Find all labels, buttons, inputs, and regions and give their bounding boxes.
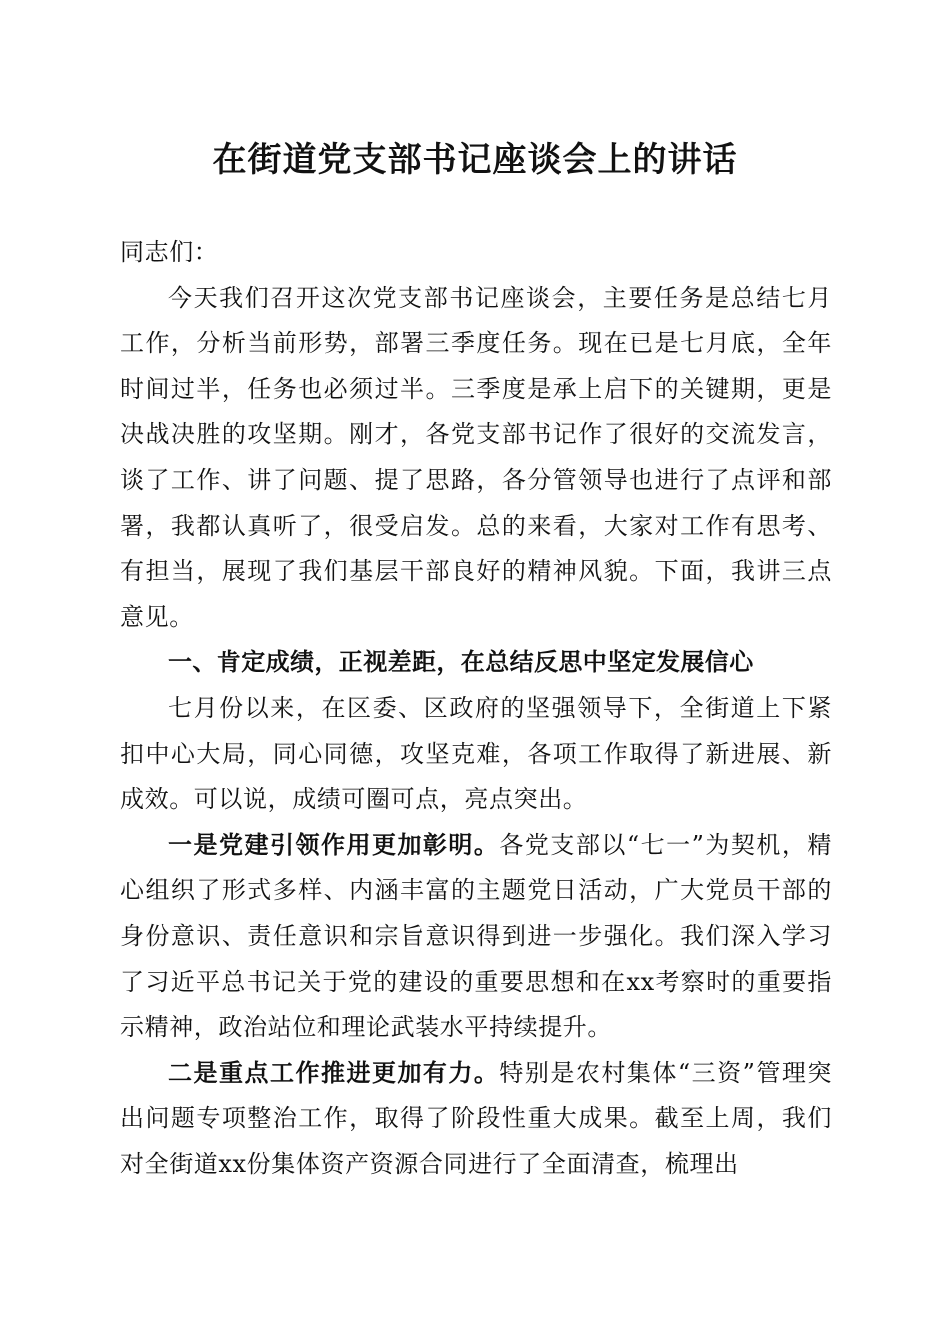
point-two-lead: 二是重点工作推进更加有力。: [168, 1058, 500, 1087]
point-one-lead: 一是党建引领作用更加彰明。: [168, 830, 500, 859]
section-heading: 一、肯定成绩，正视差距，在总结反思中坚定发展信心: [168, 648, 754, 677]
point-one-text: 各党支部以“七一”为契机，精心组织了形式多样、内涵丰富的主题党日活动，广大党员干部的身份意识、责任意识和宗旨意识得到进一步强化。我们深入学习了习近平总书记关于党的建设的重要思想和在xx考察时的重要指示精神，政治站位和理论武装水平持续提升。: [120, 830, 832, 1042]
document-body: [120, 230, 832, 1187]
point-two-paragraph: [120, 1051, 832, 1188]
intro-paragraph: 今天我们召开这次党支部书记座谈会，主要任务是总结七月工作，分析当前形势，部署三季度任务。现在已是七月底，全年时间过半，任务也必须过半。三季度是承上启下的关键期，更是决战决胜的攻坚期。刚才，各党支部书记作了很好的交流发言，谈了工作、讲了问题、提了思路，各分管领导也进行了点评和部署，我都认真听了，很受启发。总的来看，大家对工作有思考、有担当，展现了我们基层干部良好的精神风貌。下面，我讲三点意见。: [120, 283, 832, 631]
point-one-paragraph: [120, 823, 832, 1051]
point-two-text: 特别是农村集体“三资”管理突出问题专项整治工作，取得了阶段性重大成果。截至上周，我们对全街道xx份集体资产资源合同进行了全面清查，梳理出: [120, 1058, 832, 1178]
document-title: 在街道党支部书记座谈会上的讲话: [212, 140, 738, 180]
salutation: 同志们：: [120, 238, 219, 266]
section-paragraph: 七月份以来，在区委、区政府的坚强领导下，全街道上下紧扣中心大局，同心同德，攻坚克难，各项工作取得了新进展、新成效。可以说，成绩可圈可点，亮点突出。: [120, 693, 832, 814]
